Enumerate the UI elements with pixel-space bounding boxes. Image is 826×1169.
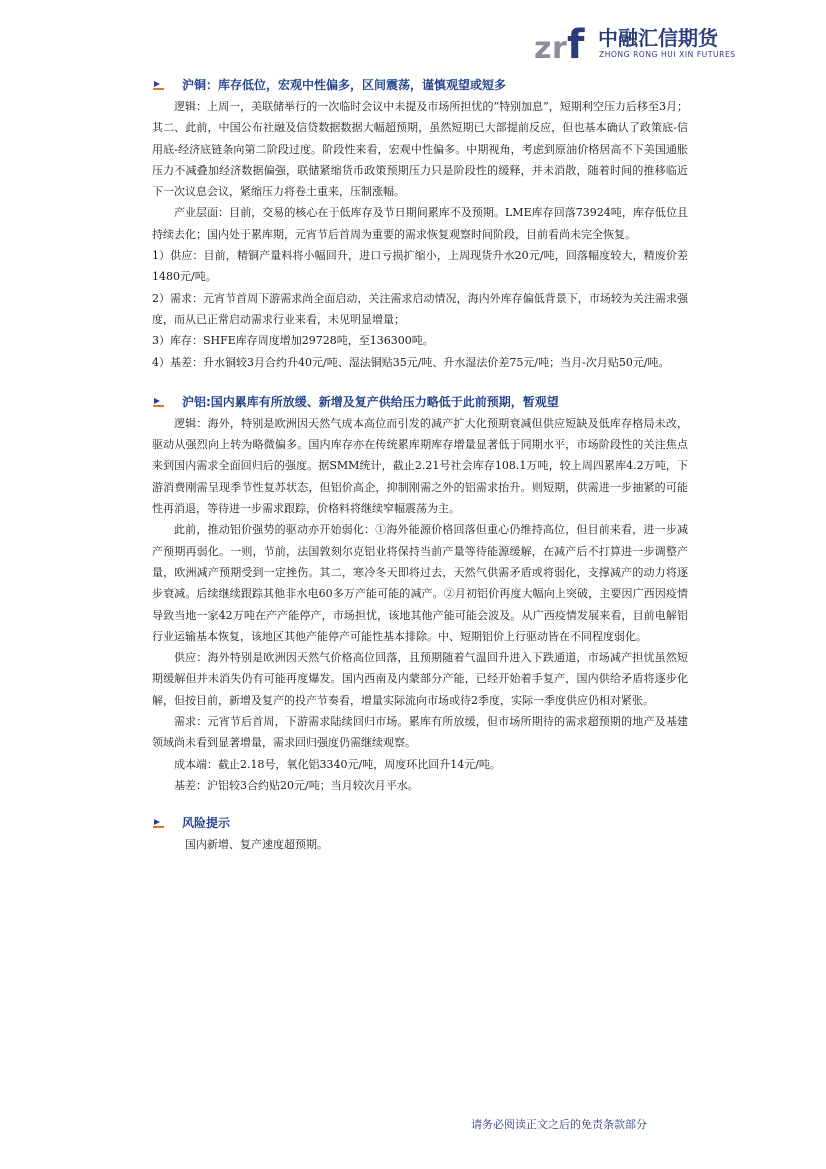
disclaimer-footer: 请务必阅读正文之后的免责条款部分 [471, 1118, 647, 1131]
copper-basis-item: 4）基差：升水铜较3月合约升40元/吨、湿法铜贴35元/吨、升水湿法价差75元/吨；当月-次月贴50元/吨。 [152, 355, 670, 369]
risk-text: 国内新增、复产速度超预期。 [185, 838, 328, 852]
section-heading-aluminum [152, 391, 688, 413]
aluminum-drivers-paragraph: 此前，推动铝价强势的驱动亦开始弱化：①海外能源价格回落但重心仍维持高位，但目前来看，进一步减产预期再弱化。一则，节前，法国敦刻尔克铝业将保持当前产量等待能源缓解，在减产后不打算进一步调整产量，欧洲减产预期受到一定挫伤。其二，寒冷冬天即将过去，天然气供需矛盾或将弱化，支撑减产的动力将逐步衰减。后续继续跟踪其他非水电60多万产能可能的减产。②月初铝价再度大幅向上突破，主要因广西因疫情导致当地一家42万吨在产产能停产，市场担忧，该地其他产能可能会波及。从广西疫情发展来看，目前电解铝行业运输基本恢复，该地区其他产能停产可能性基本排除。中、短期铝价上行驱动皆在不同程度弱化。 [152, 523, 688, 643]
heading-text: 沪铝:国内累库有所放缓、新增及复产供给压力略低于此前预期，暂观望 [182, 394, 559, 409]
svg-text:z: z [534, 31, 552, 62]
section-heading-risk [152, 812, 688, 834]
aluminum-supply-paragraph: 供应：海外特别是欧洲因天然气价格高位回落，且预期随着气温回升进入下跌通道，市场减产担忧虽然短期缓解但并未消失仍有可能再度爆发。国内西南及内蒙部分产能，已经开始着手复产，国内供给矛盾将逐步化解，但按目前，新增及复产的投产节奏看，增量实际流向市场或待2季度，实际一季度供应仍相对紧张。 [152, 651, 688, 707]
bullet-arrow-icon [152, 817, 168, 829]
bullet-arrow-icon [152, 79, 168, 91]
heading-text: 风险提示 [182, 816, 231, 831]
report-body [152, 74, 688, 855]
copper-logic-paragraph: 逻辑：上周一，美联储举行的一次临时会议中未提及市场所担忧的“特别加息”，短期利空压力后移至3月；其二、此前，中国公布社融及信贷数据数据大幅超预期，虽然短期已大部提前反应，但也基本确认了政策底-信用底-经济底链条向第二阶段过度。阶段性来看，宏观中性偏多。中期视角，考虑到原油价格居高不下美国通胀压力不减叠加经济数据偏强，联储紧缩货币政策预期压力只是阶段性的缓释，并未消散，随着时间的推移临近下一次议息会议，紧缩压力将卷土重来，压制涨幅。 [152, 100, 688, 199]
aluminum-demand-paragraph: 需求：元宵节后首周，下游需求陆续回归市场。累库有所放缓，但市场所期待的需求超预期的地产及基建领域尚未看到显著增量，需求回归强度仍需继续观察。 [152, 715, 688, 750]
copper-demand-item: 2）需求：元宵节首周下游需求尚全面启动，关注需求启动情况，海内外库存偏低背景下，市场较为关注需求强度，而从已正常启动需求行业来看，未见明显增量； [152, 291, 688, 326]
aluminum-logic-paragraph: 逻辑：海外，特别是欧洲因天然气成本高位而引发的减产扩大化预期衰减但供应短缺及低库存格局未改，驱动从强烈向上转为略微偏多。国内库存亦在传统累库期库存增量显著低于同期水平，市场阶段性的关注焦点来到国内需求全面回归后的强度。据SMM统计，截止2.21号社会库存108.1万吨，较上周四累库4.2万吨，下游消费刚需呈现季节性复苏状态，但铝价高企，抑制刚需之外的铝需求抬升。则短期，供需进一步抽紧的可能性再消退，等待进一步需求跟踪，价格料将继续窄幅震荡为主。 [152, 416, 688, 516]
copper-inventory-item: 3）库存：SHFE库存周度增加29728吨，至136300吨。 [152, 334, 434, 348]
company-name-en: ZHONG RONG HUI XIN FUTURES [599, 50, 736, 59]
heading-text: 沪铜：库存低位，宏观中性偏多，区间震荡，谨慎观望或短多 [182, 78, 507, 92]
aluminum-basis-paragraph: 基差：沪铝较3合约贴20元/吨；当月较次月平水。 [174, 778, 419, 792]
company-logo [534, 20, 736, 62]
copper-industry-paragraph: 产业层面：目前，交易的核心在于低库存及节日期间累库不及预期。LME库存回落73924吨，库存低位且持续去化；国内处于累库期，元宵节后首周为重要的需求恢复观察时间阶段，目前看尚未完全恢复。 [152, 206, 688, 241]
bullet-arrow-icon [152, 396, 168, 408]
section-heading-copper [152, 74, 688, 96]
zrf-logo-mark [534, 20, 596, 62]
company-name-cn: 中融汇信期货 [598, 26, 718, 50]
svg-text:f: f [567, 22, 585, 62]
copper-supply-item: 1）供应：目前，精铜产量料将小幅回升，进口亏损扩缩小，上周现货升水20元/吨，回落幅度较大，精废价差1480元/吨。 [152, 249, 688, 284]
svg-text:r: r [552, 31, 567, 62]
aluminum-cost-paragraph: 成本端：截止2.18号，氧化铝3340元/吨，周度环比回升14元/吨。 [174, 757, 501, 771]
